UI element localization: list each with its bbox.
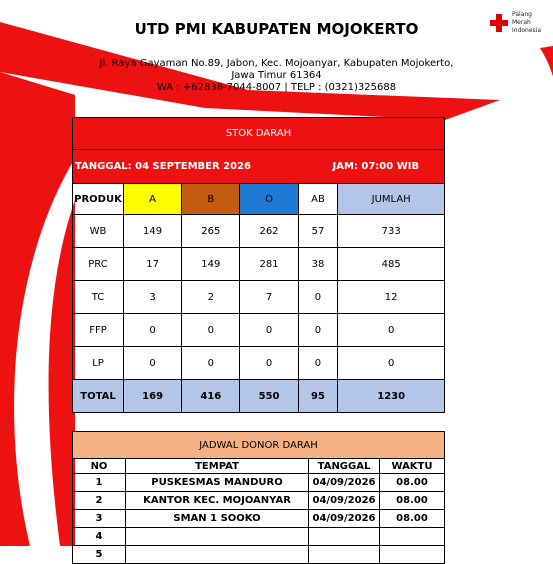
produk-cell: FFP bbox=[73, 314, 124, 347]
value-cell: 0 bbox=[338, 314, 445, 347]
total-cell: 95 bbox=[298, 380, 338, 413]
tempat-cell bbox=[126, 546, 309, 564]
col-a: A bbox=[124, 184, 182, 215]
value-cell: 0 bbox=[338, 347, 445, 380]
value-cell: 0 bbox=[182, 314, 240, 347]
table-row bbox=[73, 528, 445, 546]
waktu-cell: 08.00 bbox=[380, 474, 445, 492]
address-line-1: Jl. Raya Gayaman No.89, Jabon, Kec. Mojoanyar, Kabupaten Mojokerto, bbox=[99, 58, 454, 69]
pmi-logo-text bbox=[512, 11, 541, 35]
tanggal-cell: 04/09/2026 bbox=[309, 510, 380, 528]
stok-title: STOK DARAH bbox=[73, 118, 445, 150]
col-produk: PRODUK bbox=[73, 184, 124, 215]
produk-cell: PRC bbox=[73, 248, 124, 281]
stok-date-time bbox=[73, 150, 445, 184]
tanggal-cell: 04/09/2026 bbox=[309, 492, 380, 510]
value-cell: 2 bbox=[182, 281, 240, 314]
value-cell: 281 bbox=[240, 248, 298, 281]
produk-cell: TC bbox=[73, 281, 124, 314]
col-jumlah: JUMLAH bbox=[338, 184, 445, 215]
value-cell: 733 bbox=[338, 215, 445, 248]
value-cell: 0 bbox=[298, 281, 338, 314]
value-cell: 3 bbox=[124, 281, 182, 314]
waktu-cell: 08.00 bbox=[380, 510, 445, 528]
value-cell: 12 bbox=[338, 281, 445, 314]
donor-header-row bbox=[73, 459, 445, 474]
waktu-cell: 08.00 bbox=[380, 492, 445, 510]
contact-info: WA : +62838-7044-8007 | TELP : (0321)325688 bbox=[156, 82, 397, 93]
red-cross-icon bbox=[488, 12, 510, 34]
page-title: UTD PMI KABUPATEN MOJOKERTO bbox=[134, 20, 419, 38]
jadwal-donor-table bbox=[72, 431, 445, 564]
tempat-cell: PUSKESMAS MANDURO bbox=[126, 474, 309, 492]
logo-text-line: Palang bbox=[512, 11, 532, 18]
value-cell: 0 bbox=[124, 314, 182, 347]
value-cell: 17 bbox=[124, 248, 182, 281]
value-cell: 149 bbox=[124, 215, 182, 248]
col-tanggal: TANGGAL bbox=[309, 459, 380, 474]
table-row bbox=[73, 314, 445, 347]
total-row bbox=[73, 380, 445, 413]
value-cell: 57 bbox=[298, 215, 338, 248]
value-cell: 262 bbox=[240, 215, 298, 248]
value-cell: 38 bbox=[298, 248, 338, 281]
col-b: B bbox=[182, 184, 240, 215]
tempat-cell: SMAN 1 SOOKO bbox=[126, 510, 309, 528]
waktu-cell bbox=[380, 546, 445, 564]
no-cell: 4 bbox=[73, 528, 126, 546]
produk-cell: LP bbox=[73, 347, 124, 380]
no-cell: 1 bbox=[73, 474, 126, 492]
table-row bbox=[73, 248, 445, 281]
total-cell: 550 bbox=[240, 380, 298, 413]
value-cell: 149 bbox=[182, 248, 240, 281]
table-row bbox=[73, 347, 445, 380]
value-cell: 0 bbox=[182, 347, 240, 380]
total-cell: 1230 bbox=[338, 380, 445, 413]
table-row bbox=[73, 510, 445, 528]
total-cell: 416 bbox=[182, 380, 240, 413]
no-cell: 3 bbox=[73, 510, 126, 528]
value-cell: 485 bbox=[338, 248, 445, 281]
address-line-2: Jawa Timur 61364 bbox=[231, 70, 322, 81]
stok-time: JAM: 07:00 WIB bbox=[332, 161, 420, 172]
stok-date: TANGGAL: 04 SEPTEMBER 2026 bbox=[75, 161, 251, 172]
tempat-cell bbox=[126, 528, 309, 546]
value-cell: 0 bbox=[298, 347, 338, 380]
value-cell: 0 bbox=[124, 347, 182, 380]
value-cell: 265 bbox=[182, 215, 240, 248]
value-cell: 0 bbox=[240, 347, 298, 380]
tanggal-cell: 04/09/2026 bbox=[309, 474, 380, 492]
table-row bbox=[73, 474, 445, 492]
donor-title: JADWAL DONOR DARAH bbox=[73, 432, 445, 459]
col-no: NO bbox=[73, 459, 126, 474]
stok-header-row bbox=[73, 184, 445, 215]
value-cell: 0 bbox=[240, 314, 298, 347]
total-cell: 169 bbox=[124, 380, 182, 413]
tempat-cell: KANTOR KEC. MOJOANYAR bbox=[126, 492, 309, 510]
col-o: O bbox=[240, 184, 298, 215]
logo-text-line: Indonesia bbox=[512, 27, 542, 34]
table-row bbox=[73, 281, 445, 314]
value-cell: 7 bbox=[240, 281, 298, 314]
col-tempat: TEMPAT bbox=[126, 459, 309, 474]
col-waktu: WAKTU bbox=[380, 459, 445, 474]
value-cell: 0 bbox=[298, 314, 338, 347]
tanggal-cell bbox=[309, 546, 380, 564]
tanggal-cell bbox=[309, 528, 380, 546]
logo-text-line: Merah bbox=[512, 19, 531, 26]
waktu-cell bbox=[380, 528, 445, 546]
table-row bbox=[73, 492, 445, 510]
no-cell: 2 bbox=[73, 492, 126, 510]
total-label: TOTAL bbox=[73, 380, 124, 413]
produk-cell: WB bbox=[73, 215, 124, 248]
table-row bbox=[73, 546, 445, 564]
stok-darah-table bbox=[72, 117, 445, 413]
no-cell: 5 bbox=[73, 546, 126, 564]
col-ab: AB bbox=[298, 184, 338, 215]
table-row bbox=[73, 215, 445, 248]
